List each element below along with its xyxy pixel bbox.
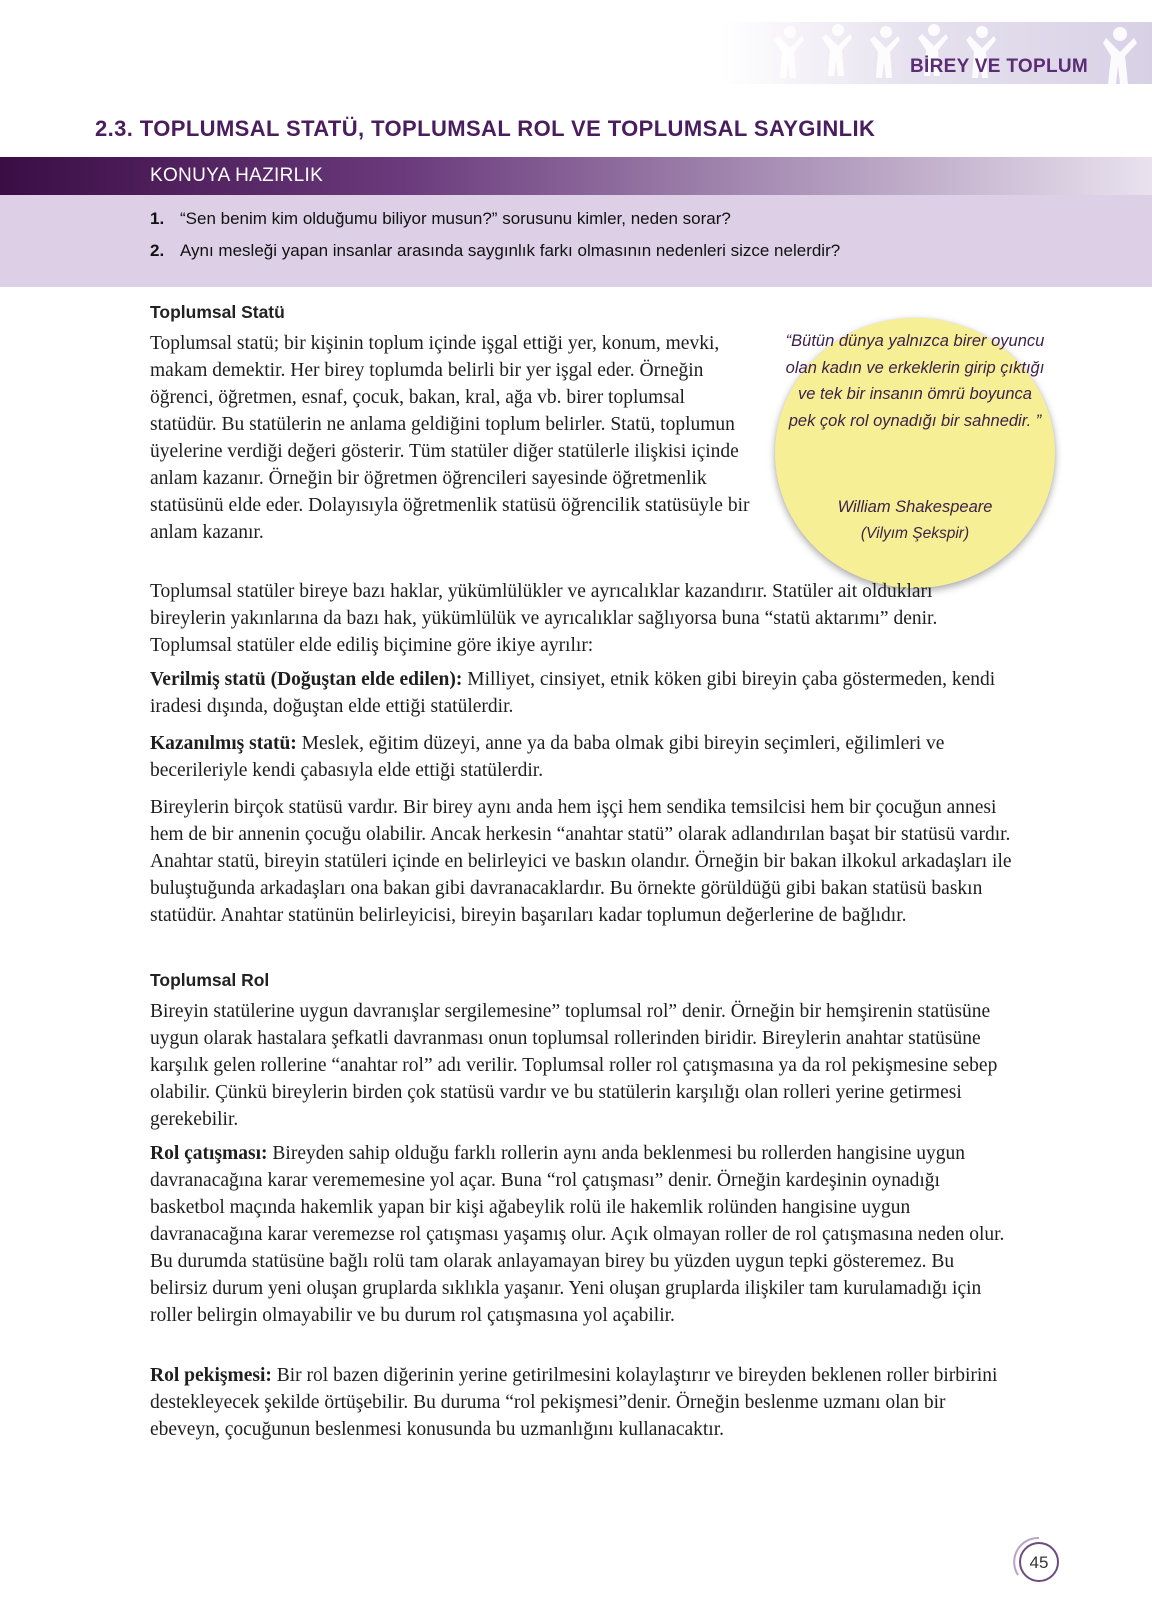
prep-question bbox=[150, 241, 840, 261]
achieved-status-label: Kazanılmış statü: bbox=[150, 733, 297, 754]
role-conflict-label: Rol çatışması: bbox=[150, 1143, 268, 1164]
achieved-status-paragraph bbox=[150, 730, 1012, 784]
question-text: Aynı mesleği yapan insanlar arasında saygınlık farkı olmasının nedenleri sizce nelerdir? bbox=[180, 241, 841, 260]
prep-questions-box bbox=[0, 195, 1152, 287]
question-number: 1. bbox=[150, 209, 165, 228]
quote-bubble bbox=[775, 318, 1055, 588]
section-title: 2.3. TOPLUMSAL STATÜ, TOPLUMSAL ROL VE TOPLUMSAL SAYGINLIK bbox=[95, 116, 876, 141]
status-heading: Toplumsal Statü bbox=[150, 302, 285, 322]
prep-question bbox=[150, 209, 731, 229]
quote-author-pronunciation: (Vilyım Şekspir) bbox=[860, 525, 970, 542]
ascribed-status-label: Verilmiş statü (Doğuştan elde edilen): bbox=[150, 669, 463, 690]
quote-author: William Shakespeare bbox=[837, 498, 993, 516]
achieved-status-text: Meslek, eğitim düzeyi, anne ya da baba olmak gibi bireyin seçimleri, eğilimleri ve becerileriyle kendi çabasıyla elde ettiği statülerdir. bbox=[150, 733, 945, 781]
ascribed-status-paragraph bbox=[150, 666, 1012, 720]
role-heading: Toplumsal Rol bbox=[150, 970, 270, 990]
status-rights-paragraph: Toplumsal statüler bireye bazı haklar, yükümlülükler ve ayrıcalıklar kazandırır. Statüler ait oldukları bireylerin yakınlarına da bazı hak, yükümlülük ve ayrıcalıklar sağlıyorsa buna “statü aktarımı” denir. Toplumsal statüler elde ediliş biçimine göre ikiye ayrılır: bbox=[150, 581, 938, 656]
role-intro-paragraph: Bireyin statülerine uygun davranışlar sergilemesine” toplumsal rol” denir. Örneğin bir hemşirenin statüsüne uygun olarak hastalara şefkatli davranması onun toplumsal rollerinden biridir. Bireylerin anahtar statüsüne karşılık gelen rollerine “anahtar rol” adı verilir. Toplumsal roller rol çatışmasına ya da rol pekişmesine sebep olabilir. Çünkü bireylerin birden çok statüsü vardır ve bu statülerin karşılığı olan rolleri yerine getirmesi gerekebilir. bbox=[150, 1001, 998, 1130]
ascribed-status-text: Milliyet, cinsiyet, etnik köken gibi bireyin çaba göstermeden, kendi iradesi dışında, doğuştan elde ettiği statülerdir. bbox=[150, 669, 996, 717]
status-intro-paragraph: Toplumsal statü; bir kişinin toplum içinde işgal ettiği yer, konum, mevki, makam demektir. Her birey toplumda belirli bir yer işgal eder. Örneğin öğrenci, öğretmen, esnaf, çocuk, bakan, kral, ağa vb. birer toplumsal statüdür. Bu statülerin ne anlama geldiğini toplum belirler. Statü, toplumun üyelerine verdiği değeri gösterir. Tüm statüler diğer statülerle ilişkisi içinde anlam kazanır. Örneğin bir öğretmen öğrencileri sayesinde öğretmenlik statüsünü elde eder. Dolayısıyla öğretmenlik statüsü öğrencilik statüsüyle bir anlam kazanır. bbox=[150, 333, 750, 543]
prep-bar-label: KONUYA HAZIRLIK bbox=[150, 165, 324, 186]
role-reinforcement-paragraph bbox=[150, 1362, 1012, 1443]
header-banner bbox=[720, 22, 1152, 84]
unit-title: BİREY VE TOPLUM bbox=[910, 56, 1088, 77]
role-reinforcement-text: Bir rol bazen diğerinin yerine getirilmesini kolaylaştırır ve bireyden beklenen roller birbirini destekleyecek şekilde örtüşebilir. Bu duruma “rol pekişmesi”denir. Örneğin beslenme uzmanı olan bir ebeveyn, çocuğunun beslenmesi konusunda bu uzmanlığını kullanacaktır. bbox=[150, 1365, 998, 1440]
role-conflict-paragraph bbox=[150, 1140, 1012, 1329]
prep-bar bbox=[0, 157, 1152, 195]
quote-text: “Bütün dünya yalnızca birer oyuncu olan kadın ve erkeklerin girip çıktığı ve tek bir insanın ömrü boyunca pek çok rol oynadığı bir sahnedir. ” bbox=[785, 332, 1045, 430]
role-reinforcement-label: Rol pekişmesi: bbox=[150, 1365, 272, 1386]
key-status-paragraph: Bireylerin birçok statüsü vardır. Bir birey aynı anda hem işçi hem sendika temsilcisi hem bir çocuğun annesi hem de bir annenin çocuğu olabilir. Ancak herkesin “anahtar statü” olarak adlandırılan başat bir statüsü vardır. Anahtar statü, bireyin statüleri içinde en belirleyici ve baskın olandır. Örneğin bir bakan ilkokul arkadaşları ile buluştuğunda arkadaşları ona bakan gibi davranacaklardır. Bu örnekte görüldüğü gibi bakan statüsü baskın statüdür. Anahtar statünün belirleyicisi, bireyin başarıları kadar toplumun değerlerine de bağlıdır. bbox=[150, 797, 1012, 926]
question-text: “Sen benim kim olduğumu biliyor musun?” sorusunu kimler, neden sorar? bbox=[180, 209, 731, 228]
role-conflict-text: Bireyden sahip olduğu farklı rollerin aynı anda beklenmesi bu rollerden hangisine uygun davranacağına karar verememesine yol açar. Buna “rol çatışması” denir. Örneğin kardeşinin oynadığı basketbol maçında hakemlik yapan bir kişi ağabeylik rolü ile hakemlik rolünden hangisine uygun davranacağına karar veremezse rol çatışması yaşamış olur. Açık olmayan roller de rol çatışmasına neden olur. Bu durumda statüsüne bağlı rolü tam olarak anlayamayan birey bu yüzden uygun tepki gösteremez. Bu belirsiz durum yeni oluşan gruplarda sıklıkla yaşanır. Yeni oluşan gruplarda ilişkiler tam kurulamadığı için roller belirgin olmayabilir ve bu durum rol çatışmasına yol açabilir. bbox=[150, 1143, 1005, 1326]
page-number: 45 bbox=[1019, 1542, 1059, 1582]
question-number: 2. bbox=[150, 241, 165, 260]
